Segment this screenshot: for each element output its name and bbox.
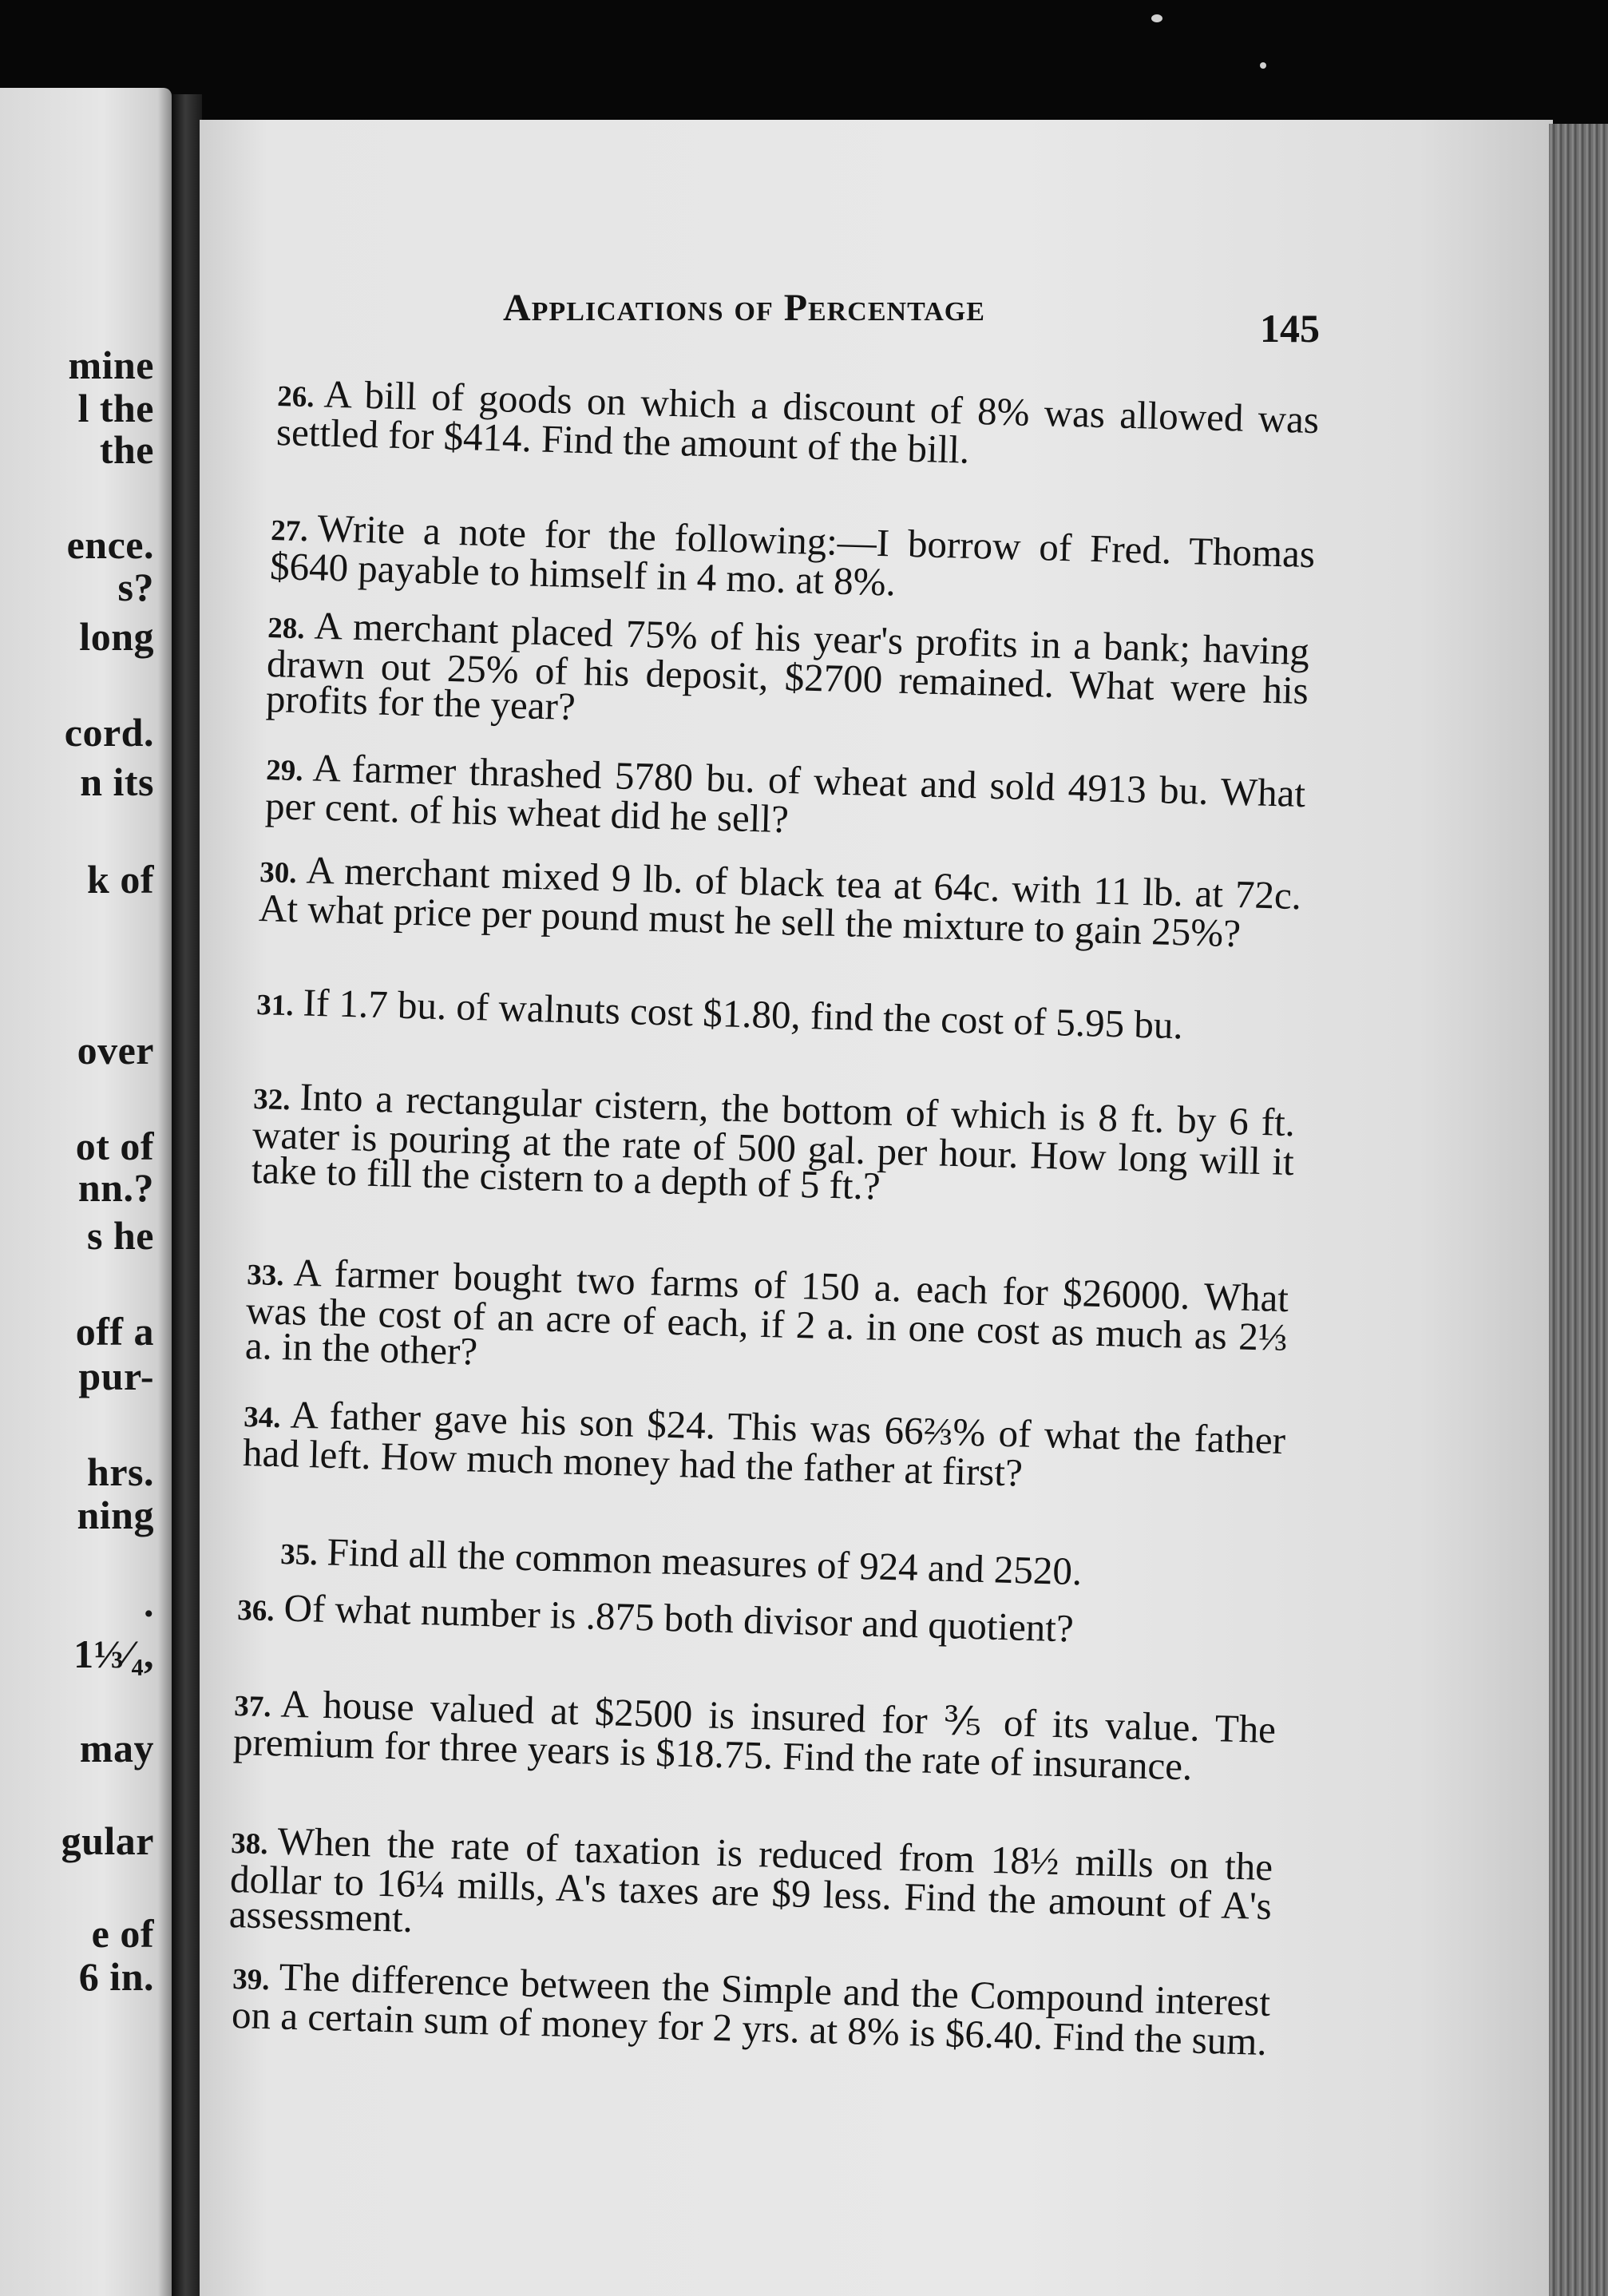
left-page-fragment: .: [144, 1580, 154, 1625]
left-page-fragment: hrs.: [87, 1449, 154, 1494]
left-page-fragment: k of: [87, 857, 154, 902]
problem-text: A merchant mixed 9 lb. of black tea at 64c. with 11 lb. at 72c. At what price per pound must he sell the mixture to gain 25%?: [258, 847, 1302, 956]
problem-text: If 1.7 bu. of walnuts cost $1.80, find the cost of 5.95 bu.: [302, 980, 1184, 1048]
problem-text: A bill of goods on which a discount of 8% was allowed was settled for $414. Find the amount of the bill.: [275, 371, 1320, 472]
running-head: Applications of Percentage: [503, 287, 985, 329]
problem-number: 30.: [259, 855, 298, 890]
left-page-fragment: nn.?: [77, 1165, 154, 1210]
left-page-fragment: cord.: [64, 710, 154, 755]
problem-text: A merchant placed 75% of his year's profits in a bank; having drawn out 25% of his deposit, $2700 remained. What were his profits for the year?: [265, 603, 1310, 729]
problem-text: Write a note for the following:—I borrow of Fred. Thomas $640 payable to himself in 4 mo. at 8%.: [269, 506, 1316, 605]
problem-text: Of what number is .875 both divisor and quotient?: [283, 1585, 1075, 1651]
left-page-fragment: mine: [68, 343, 154, 387]
problem-number: 27.: [270, 514, 309, 549]
left-page-fragment: 6 in.: [78, 1954, 154, 1999]
left-page-fragment: s he: [87, 1213, 154, 1258]
left-page-fragment: off a: [75, 1309, 154, 1354]
problem-number: 31.: [255, 988, 295, 1023]
left-page-fragment: s?: [117, 565, 154, 609]
problem-number: 38.: [230, 1826, 269, 1862]
problem-text: When the rate of taxation is reduced from 18½ mills on the dollar to 16¼ mills, A's taxes are $9 less. Find the amount of A's assessment.: [228, 1818, 1273, 1941]
left-page-fragment: the: [99, 427, 154, 472]
problem-number: 32.: [252, 1082, 291, 1117]
left-page-fragment: gular: [61, 1818, 154, 1863]
left-page-fragment: pur-: [78, 1354, 154, 1398]
problem-number: 29.: [265, 753, 304, 788]
left-page-fragment: ence.: [66, 522, 154, 567]
problem-number: 28.: [267, 611, 306, 646]
left-page-fragment: e of: [91, 1911, 154, 1956]
problem-28: [265, 603, 1310, 744]
problem-text: A farmer bought two farms of 150 a. each for $26000. What was the cost of an acre of each, if 2 a. in one cost as much as 2⅓ a. in the other?: [244, 1250, 1289, 1374]
left-page-fragment: ot of: [75, 1124, 154, 1168]
problem-32: [251, 1074, 1296, 1215]
left-page-fragment: ning: [77, 1493, 154, 1537]
page-edge: [1549, 124, 1608, 2296]
problem-number: 39.: [232, 1962, 271, 1997]
left-page-fragment: 1⅓⁄₄,: [73, 1632, 154, 1676]
problem-number: 26.: [276, 379, 315, 414]
left-facing-page: [0, 88, 172, 2296]
left-page-fragment: n its: [80, 759, 154, 804]
dust-speck: [1151, 14, 1162, 22]
left-page-fragment: over: [77, 1028, 154, 1073]
problem-text: A house valued at $2500 is insured for ⅗ of its value. The premium for three years is $18.75. Find the rate of insurance.: [232, 1681, 1277, 1789]
dust-speck: [1260, 62, 1266, 69]
problem-text: The difference between the Simple and the Compound interest on a certain sum of money for 2 yrs. at 8% is $6.40. Find the sum.: [231, 1954, 1271, 2064]
page-number: 145: [1260, 306, 1320, 351]
problem-number: 34.: [243, 1400, 282, 1435]
problem-text: A father gave his son $24. This was 66⅔% of what the father had left. How much money had the father at first?: [242, 1392, 1286, 1495]
problem-number: 35.: [279, 1537, 319, 1572]
left-page-fragment: l the: [77, 386, 154, 430]
problem-text: A farmer thrashed 5780 bu. of wheat and sold 4913 bu. What per cent. of his wheat did he sell?: [264, 745, 1306, 842]
problem-text: Find all the common measures of 924 and 2520.: [326, 1529, 1083, 1594]
problem-number: 33.: [246, 1258, 285, 1293]
problem-number: 36.: [236, 1593, 275, 1628]
problem-text: Into a rectangular cistern, the bottom of which is 8 ft. by 6 ft. water is pouring at the rate of 500 gal. per hour. How long will it take to fill the cistern to a depth of 5 ft.?: [251, 1074, 1296, 1208]
left-page-fragment: may: [79, 1726, 154, 1771]
book-gutter: [172, 94, 202, 2296]
problem-33: [244, 1250, 1289, 1390]
problem-number: 37.: [233, 1689, 272, 1724]
left-page-fragment: long: [79, 614, 154, 659]
problem-38: [228, 1818, 1273, 1959]
